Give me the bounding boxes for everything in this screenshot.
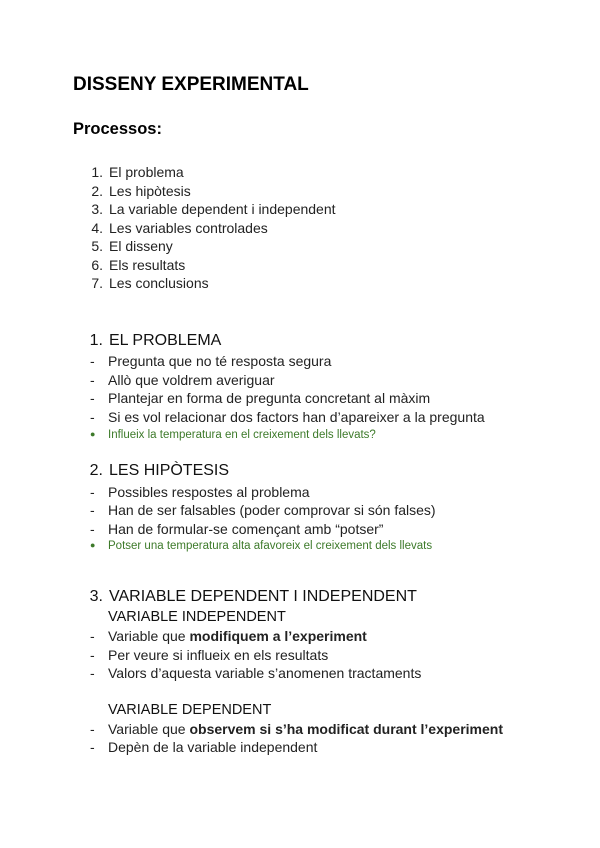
list-item: 5. El disseny <box>91 238 173 254</box>
list-item: - Plantejar en forma de pregunta concretant al màxim <box>90 390 431 406</box>
list-item: - Pregunta que no té resposta segura <box>90 353 332 369</box>
processos-heading: Processos: <box>73 120 162 138</box>
list-item: - Variable que modifiquem a l’experiment <box>90 628 367 644</box>
list-item: - Valors d’aquesta variable s’anomenen tractaments <box>90 665 422 681</box>
list-item: - Possibles respostes al problema <box>90 484 310 500</box>
list-item: - Per veure si influeix en els resultats <box>90 647 329 663</box>
list-item: 7. Les conclusions <box>91 275 209 291</box>
list-item: - Allò que voldrem averiguar <box>90 372 275 388</box>
list-item: - Variable que observem si s’ha modificat durant l’experiment <box>90 721 504 737</box>
list-item: 2. Les hipòtesis <box>91 183 191 199</box>
subheading-independent: VARIABLE INDEPENDENT <box>108 609 286 625</box>
list-item: - Depèn de la variable independent <box>90 739 318 755</box>
section-heading-hipotesis: 2. LES HIPÒTESIS <box>89 462 230 479</box>
list-item: - Si es vol relacionar dos factors han d’apareixer a la pregunta <box>90 409 485 425</box>
list-item: 6. Els resultats <box>91 257 186 273</box>
example-item: ● Influeix la temperatura en el creixement dels llevats? <box>90 429 376 441</box>
list-item: 1. El problema <box>91 164 184 180</box>
page-title: DISSENY EXPERIMENTAL <box>73 74 309 95</box>
list-item: 3. La variable dependent i independent <box>91 201 336 217</box>
section-heading-variables: 3. VARIABLE DEPENDENT I INDEPENDENT <box>89 588 417 605</box>
list-item: - Han de formular-se començant amb “potser” <box>90 521 384 537</box>
list-item: 4. Les variables controlades <box>91 220 268 236</box>
list-item: - Han de ser falsables (poder comprovar si són falses) <box>90 502 436 518</box>
section-heading-problema: 1. EL PROBLEMA <box>89 332 222 349</box>
example-item: ● Potser una temperatura alta afavoreix el creixement dels llevats <box>90 540 433 552</box>
subheading-dependent: VARIABLE DEPENDENT <box>108 702 272 718</box>
